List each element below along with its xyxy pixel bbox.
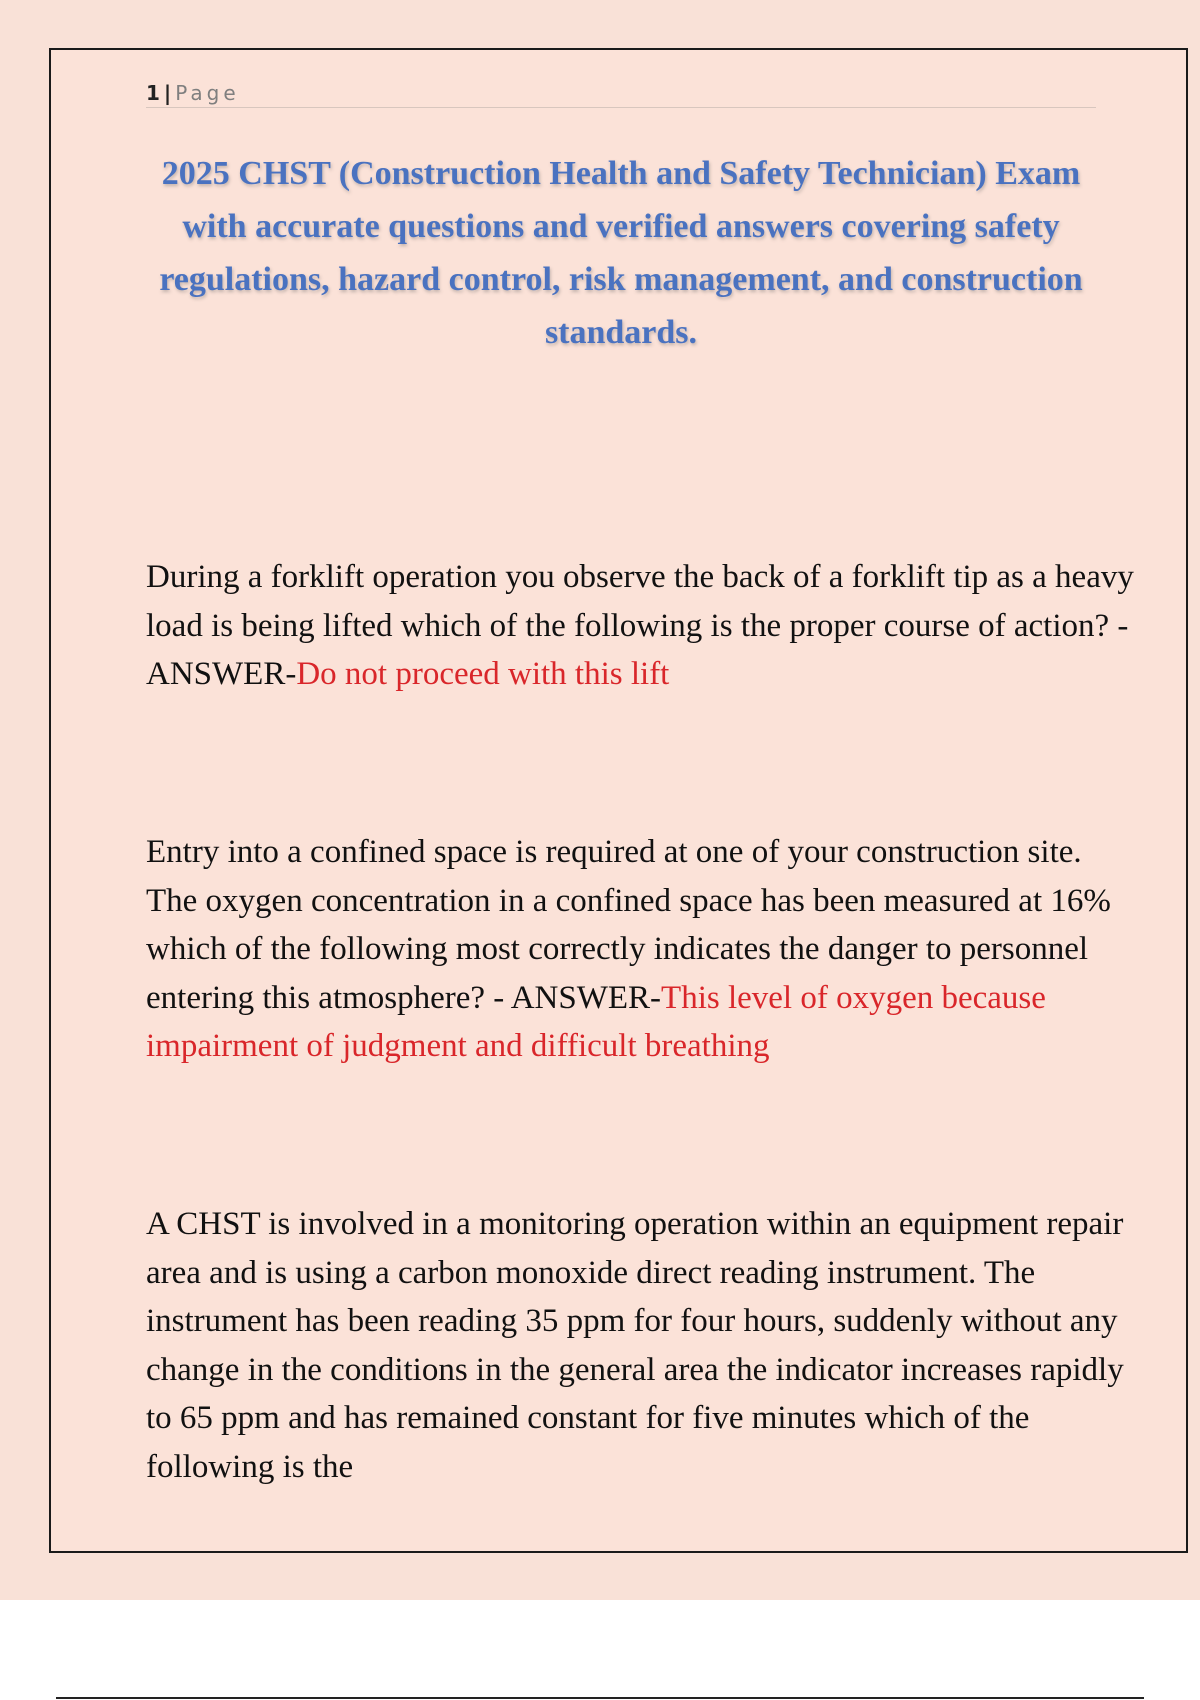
question-text: During a forklift operation you observe the back of a forklift tip as a heavy load is being lifted which of the following is the proper course of action? - ANSWER- [146, 559, 1134, 692]
footer-divider [56, 1697, 1144, 1699]
question-text: A CHST is involved in a monitoring operation within an equipment repair area and is using a carbon monoxide direct reading instrument. The instrument has been reading 35 ppm for four hours, suddenly without any change in the conditions in the general area the indicator increases rapidly to 65 ppm and has remained constant for five minutes which of the following is the [146, 1206, 1124, 1485]
header-separator: | [163, 81, 172, 105]
page-header [146, 78, 1096, 108]
answer-text: This level of oxygen because impairment of judgment and difficult breathing [146, 979, 1046, 1064]
question-item [146, 828, 1136, 1071]
page-number: 1 [146, 81, 160, 105]
question-item [146, 553, 1136, 699]
question-item [146, 1200, 1136, 1491]
page-label: Page [175, 81, 240, 105]
document-title: 2025 CHST (Construction Health and Safety Technician) Exam with accurate questions and verified answers covering safety regulations, hazard control, risk management, and construction standards. [159, 155, 1083, 351]
answer-text: Do not proceed with this lift [296, 656, 670, 692]
question-text: Entry into a confined space is required at one of your construction site. The oxygen concentration in a confined space has been measured at 16% which of the following most correctly indicates the danger to personnel entering this atmosphere? - ANSWER- [146, 834, 1111, 1016]
page-frame [49, 48, 1188, 1553]
